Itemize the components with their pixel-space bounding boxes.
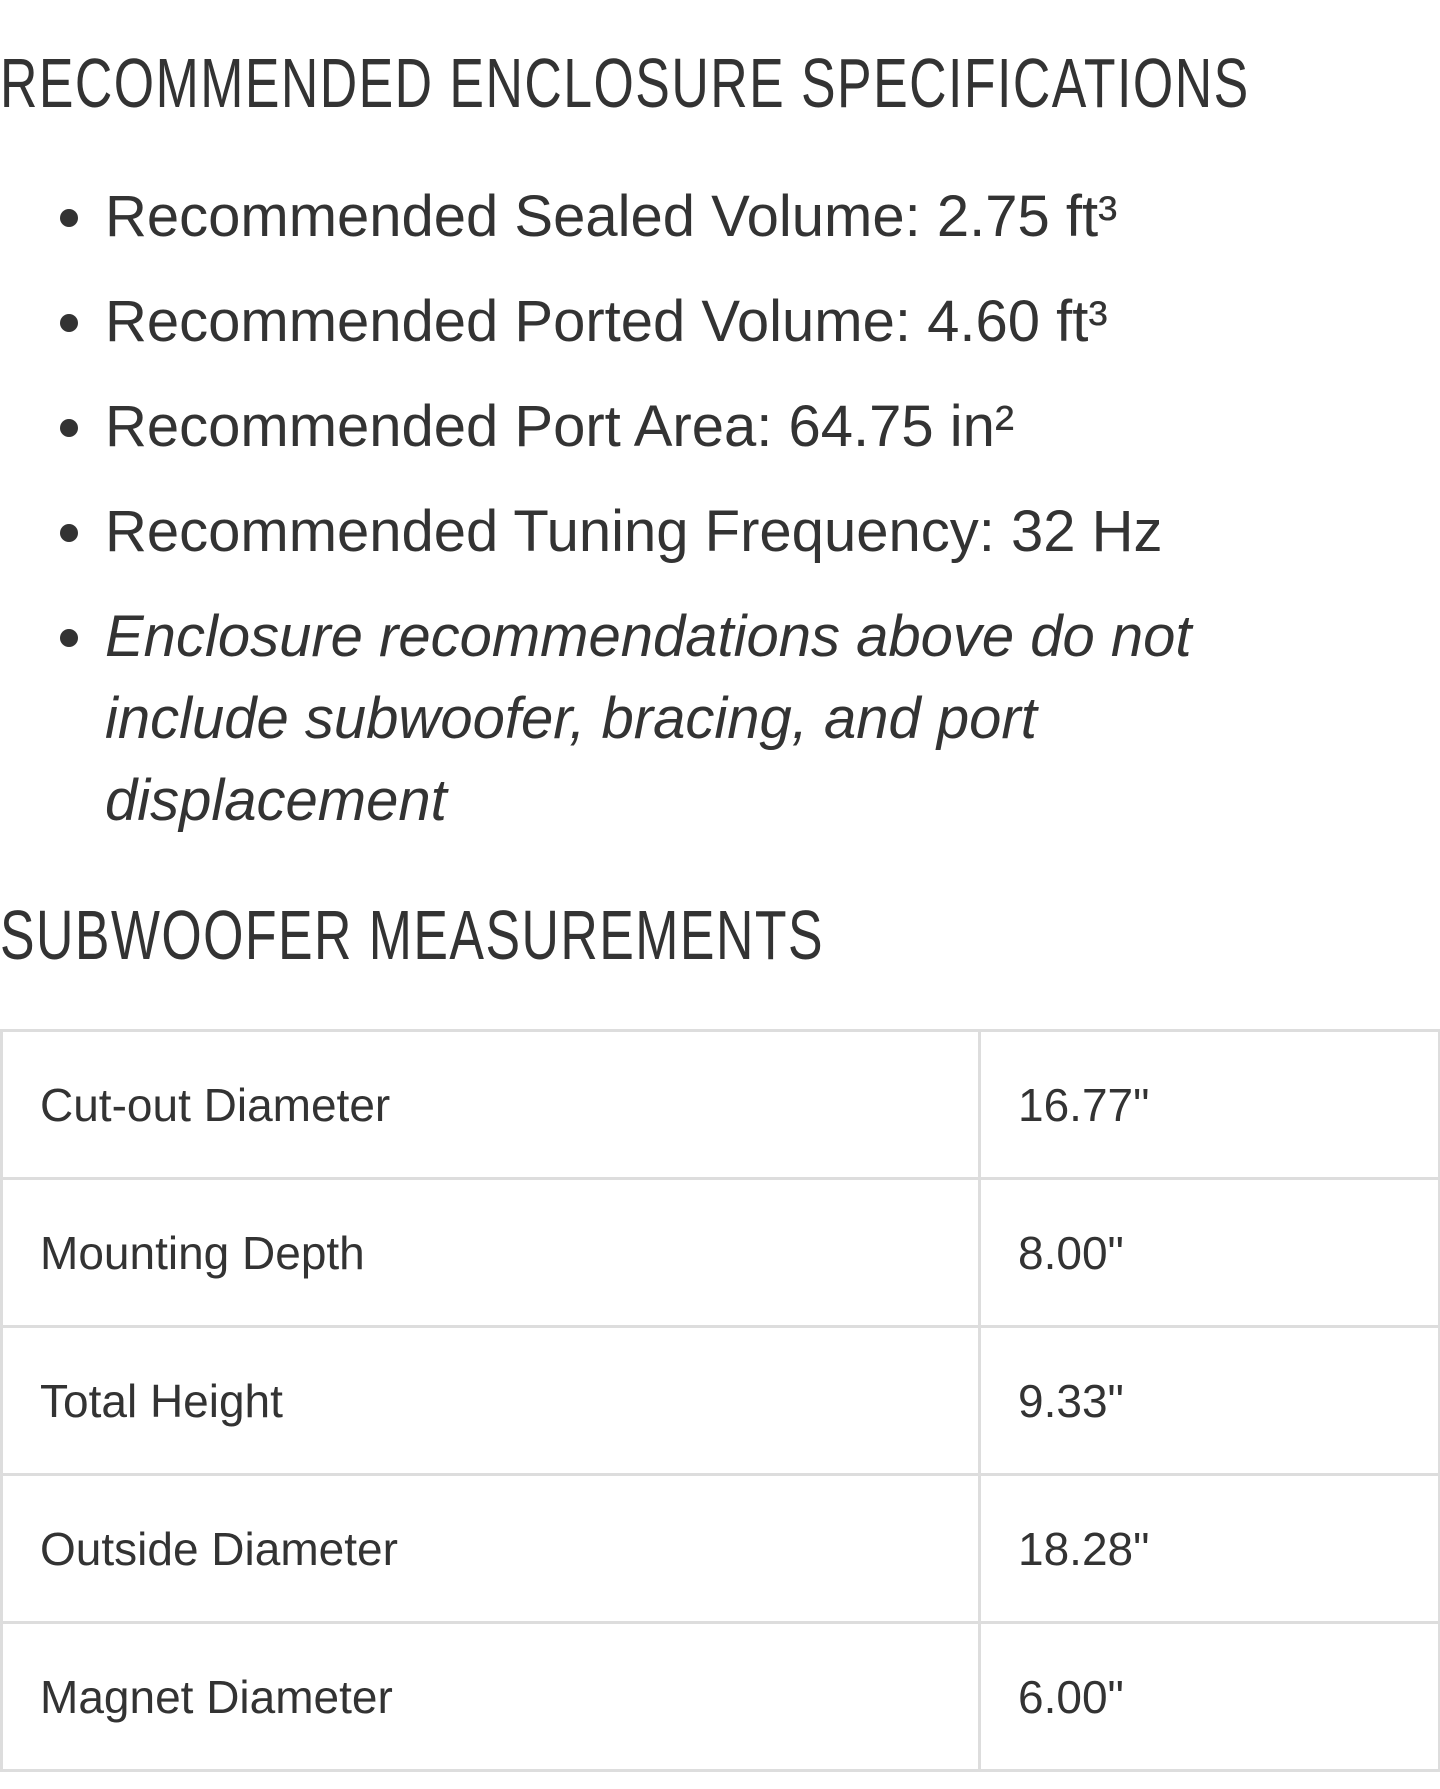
measurement-label: Cut-out Diameter: [2, 1031, 980, 1179]
list-item: [0, 176, 1440, 281]
list-item: [0, 386, 1440, 491]
table-row: [2, 1623, 1440, 1771]
measurement-value: 9.33": [980, 1327, 1440, 1475]
bullet-icon: [60, 419, 78, 437]
spec-port-area: Recommended Port Area: 64.75 in²: [105, 394, 1015, 459]
measurement-value: 16.77": [980, 1031, 1440, 1179]
measurement-label: Mounting Depth: [2, 1179, 980, 1327]
table-row: [2, 1327, 1440, 1475]
list-item: [0, 281, 1440, 386]
list-item: [0, 491, 1440, 596]
measurements-heading: SUBWOOFER MEASUREMENTS: [0, 896, 825, 974]
bullet-icon: [60, 524, 78, 542]
spec-tuning-frequency: Recommended Tuning Frequency: 32 Hz: [105, 499, 1163, 564]
table-row: [2, 1475, 1440, 1623]
enclosure-specs-heading: RECOMMENDED ENCLOSURE SPECIFICATIONS: [0, 44, 1250, 122]
list-item: [0, 596, 1285, 842]
measurement-label: Magnet Diameter: [2, 1623, 980, 1771]
measurement-value: 8.00": [980, 1179, 1440, 1327]
table-row: [2, 1179, 1440, 1327]
bullet-icon: [60, 629, 78, 647]
enclosure-note: Enclosure recommendations above do not include subwoofer, bracing, and port displacement: [105, 604, 1192, 833]
measurement-value: 6.00": [980, 1623, 1440, 1771]
bullet-icon: [60, 314, 78, 332]
measurement-value: 18.28": [980, 1475, 1440, 1623]
spec-sealed-volume: Recommended Sealed Volume: 2.75 ft³: [105, 184, 1118, 249]
measurement-label: Outside Diameter: [2, 1475, 980, 1623]
table-row: [2, 1031, 1440, 1179]
bullet-icon: [60, 209, 78, 227]
measurements-table: [0, 1029, 1440, 1772]
measurement-label: Total Height: [2, 1327, 980, 1475]
enclosure-specs-list: [0, 176, 1440, 842]
spec-ported-volume: Recommended Ported Volume: 4.60 ft³: [105, 289, 1108, 354]
